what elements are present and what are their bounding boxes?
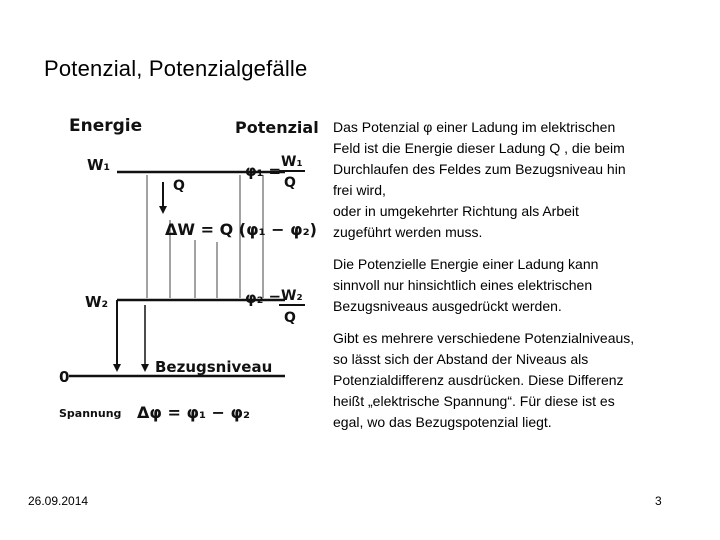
zero-label: 0 (59, 368, 70, 386)
potential-diagram (55, 110, 320, 435)
explanation-text (333, 117, 703, 444)
w2-label: W₂ (85, 293, 109, 311)
phi1-prefix: φ₁ = (245, 162, 282, 180)
paragraph-potential-definition: Das Potenzial φ einer Ladung im elektrischen Feld ist die Energie dieser Ladung Q , die beim Durchlaufen des Feldes zum Bezugsniveau hin frei wird, oder in umgekehrter Richtung als Arbeit zugeführt werden muss. (333, 119, 626, 240)
potential-diagram-drawing (55, 110, 320, 435)
w1-label: W₁ (87, 156, 111, 174)
footer-date: 26.09.2014 (28, 494, 89, 508)
paragraph-reference-level: Die Potenzielle Energie einer Ladung kann sinnvoll nur hinsichtlich eines elektrischen Bezugsniveaus ausgedrückt werden. (333, 256, 599, 314)
charge-label: Q (173, 178, 185, 194)
phi1-numerator: W₁ (281, 154, 303, 170)
delta-w-formula: ΔW = Q (φ₁ − φ₂) (165, 220, 317, 239)
drop-arrow-head-2 (141, 364, 149, 372)
drop-arrow-head (113, 364, 121, 372)
page-number: 3 (655, 494, 662, 508)
paragraph-voltage: Gibt es mehrere verschiedene Potenzialniveaus, so lässt sich der Abstand der Niveaus als Potenzialdifferenz ausdrücken. Diese Differenz heißt „elektrische Spannung“. Für diese ist es egal, wo das Bezugspotenzial liegt. (333, 330, 635, 430)
phi2-denominator: Q (284, 310, 296, 326)
slide-title: Potenzial, Potenzialgefälle (44, 56, 308, 81)
reference-label: Bezugsniveau (155, 358, 273, 376)
phi2-prefix: φ₂ = (245, 289, 282, 307)
charge-arrow-head (159, 206, 167, 214)
voltage-formula: Δφ = φ₁ − φ₂ (137, 403, 251, 422)
energy-label: Energie (69, 116, 143, 136)
phi2-numerator: W₂ (281, 288, 303, 304)
phi1-denominator: Q (284, 175, 296, 191)
potential-label: Potenzial (235, 118, 319, 137)
voltage-label: Spannung (59, 407, 122, 420)
